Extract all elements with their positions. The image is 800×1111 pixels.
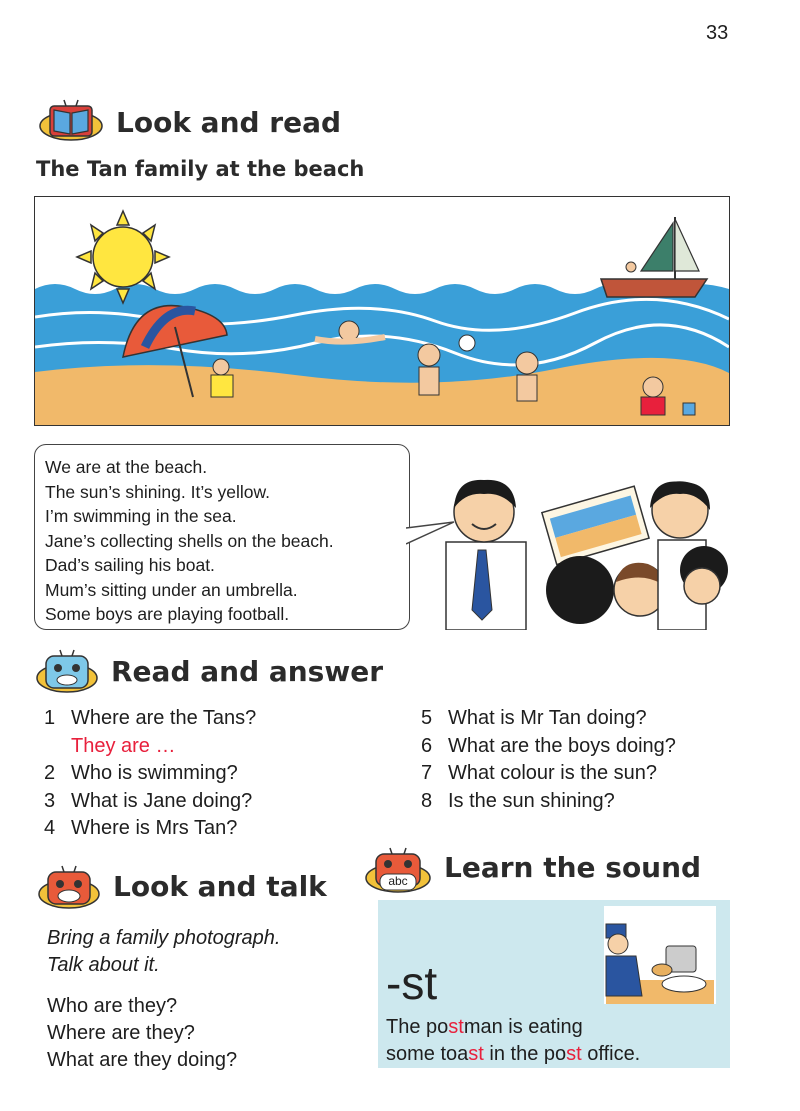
look-and-talk-prompts [47,993,237,1074]
beach-scene-illustration [34,196,730,426]
learn-the-sound-heading: Learn the sound [444,851,702,884]
speech-lines [45,455,334,627]
questions-right [421,705,676,815]
beach-scene-drawing [35,197,729,425]
sound-sentence-line-2: some toast in the post office. [386,1043,641,1065]
page-number: 33 [706,22,729,44]
question-item: 7 What colour is the sun? [421,762,657,784]
speech-line: Mum’s sitting under an umbrella. [45,579,298,600]
speech-bubble [34,444,410,630]
prompt-line: What are they doing? [47,1049,238,1071]
book-icon [38,98,104,144]
prompt-line: Where are they? [47,1022,195,1044]
question-item: 1 Where are the Tans? [44,707,257,729]
sound-sentence-line-1: The postman is eating [386,1016,583,1038]
prompt-line: Who are they? [47,995,178,1017]
speech-line: I’m swimming in the sea. [45,506,237,526]
question-item: 8 Is the sun shining? [421,789,615,812]
abc-icon-label: abc [388,874,408,888]
boy-showing-picture-illustration [436,470,732,630]
question-item: 4 Where is Mrs Tan? [44,817,238,839]
look-and-talk-instructions [47,925,280,979]
story-subtitle: The Tan family at the beach [36,157,365,181]
speech-line: The sun’s shining. It’s yellow. [45,481,271,502]
question-item: 2 Who is swimming? [44,762,238,784]
speech-line: Jane’s collecting shells on the beach. [45,530,334,551]
sound-sentence [386,1014,640,1068]
example-answer: They are … [71,734,176,757]
speech-line: Some boys are playing football. [45,604,290,624]
talking-face-icon [36,864,102,912]
sun-drawing [77,211,169,303]
look-and-talk-heading: Look and talk [113,870,327,903]
instruction-line: Bring a family photograph. [47,927,281,949]
look-and-read-heading: Look and read [116,106,342,139]
speech-line: Dad’s sailing his boat. [45,555,215,575]
instruction-line: Talk about it. [47,954,160,976]
speech-line: We are at the beach. [45,457,208,477]
questions-left [44,705,256,843]
question-item: 3 What is Jane doing? [44,789,253,812]
abc-face-icon [362,846,434,896]
sound-symbol: -st [386,957,438,1009]
thinking-face-icon [34,648,100,696]
question-item: 5 What is Mr Tan doing? [421,707,647,729]
postman-eating-illustration [604,906,716,1004]
question-item: 6 What are the boys doing? [421,734,676,757]
read-and-answer-heading: Read and answer [111,655,384,688]
